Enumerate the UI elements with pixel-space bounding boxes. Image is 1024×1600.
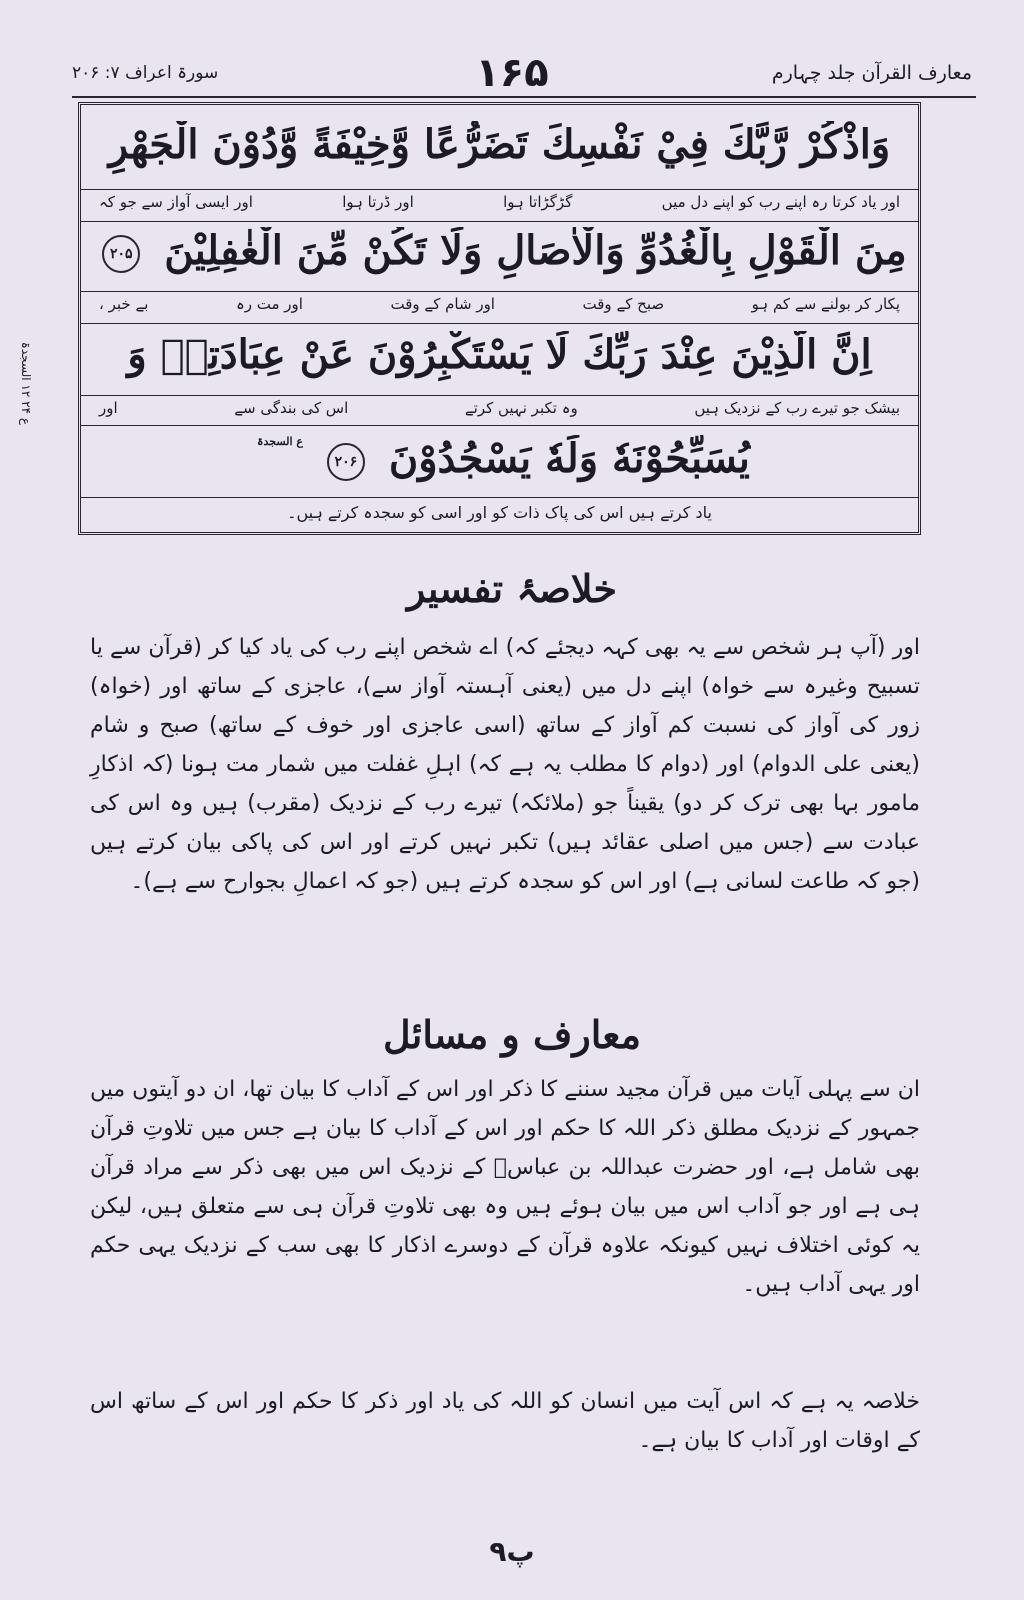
- translation-line-2: [81, 295, 918, 319]
- divider: [81, 395, 918, 396]
- margin-note-line: السجدۃ: [19, 341, 33, 381]
- translation-segment: بے خبر ،: [99, 295, 149, 313]
- translation-line-3: [81, 399, 918, 423]
- translation-segment: اور ڈرتا ہوا: [342, 193, 414, 211]
- quran-line-2: [81, 227, 918, 287]
- quran-line-4-text: يُسَبِّحُوْنَهٗ وَلَهٗ يَسْجُدُوْنَ: [388, 435, 750, 482]
- sajda-note: ع السجدۃ: [257, 435, 303, 448]
- header-rule: [72, 96, 976, 98]
- quran-text-frame: [78, 102, 921, 535]
- margin-note-line: ع ۲۴: [19, 401, 33, 425]
- ayah-number-marker: ۲۰۶: [327, 443, 365, 481]
- divider: [81, 291, 918, 292]
- translation-segment: اور مت رہ: [235, 295, 303, 313]
- margin-note-line: ۱۲: [19, 384, 33, 398]
- section-heading-maarif: معارف و مسائل: [382, 1012, 641, 1057]
- running-header-book-title: معارف القرآن جلد چہارم: [771, 62, 972, 84]
- translation-segment: اور ایسی آواز سے جو کہ: [99, 193, 253, 211]
- quran-line-3: اِنَّ الَّذِيْنَ عِنْدَ رَبِّكَ لَا يَسْتَكْبِرُوْنَ عَنْ عِبَادَتِهٖ وَ: [127, 331, 872, 378]
- page-number: ۱۶۵: [475, 50, 549, 96]
- translation-segment: اور: [99, 399, 118, 417]
- translation-segment: وہ تکبر نہیں کرتے: [464, 399, 578, 417]
- ayah-number-marker: ۲۰۵: [102, 235, 140, 273]
- maarif-paragraph-2: خلاصہ یہ ہے کہ اس آیت میں انسان کو اللہ کی یاد اور ذکر کا حکم اور اس کے ساتھ اس کے اوقات اور آداب کا بیان ہے۔: [90, 1389, 920, 1453]
- quran-line-1: وَاذْكُرْ رَّبَّكَ فِيْ نَفْسِكَ تَضَرُّعًا وَّخِيْفَةً وَّدُوْنَ الْجَهْرِ: [108, 121, 891, 168]
- translation-segment: بیشک جو تیرے رب کے نزدیک ہیں: [694, 399, 900, 417]
- translation-segment: گڑگڑاتا ہوا: [503, 193, 573, 211]
- translation-line-1: [81, 193, 918, 217]
- margin-ruku-note: [19, 341, 33, 425]
- translation-segment: پکار کر بولنے سے کم ہو: [751, 295, 900, 313]
- section-heading-tafseer: خلاصۂ تفسیر: [406, 566, 618, 611]
- translation-segment: اس کی بندگی سے: [234, 399, 349, 417]
- quran-line-4: [81, 435, 918, 493]
- divider: [81, 189, 918, 190]
- quran-line-2-text: مِنَ الْقَوْلِ بِالْغُدُوِّ وَالْاٰصَالِ وَلَا تَكُنْ مِّنَ الْغٰفِلِيْنَ: [164, 227, 907, 274]
- tafseer-paragraph: اور (آپ ہر شخص سے یہ بھی کہہ دیجئے کہ) اے شخص اپنے رب کی یاد کیا کر (قرآن سے یا تسبیح وغیرہ سے خواہ) اپنے دل میں (یعنی آہستہ آواز سے)، عاجزی کے ساتھ اور (خواہ) زور کی آواز کی نسبت کم آواز کے ساتھ (اسی عاجزی اور خوف کے ساتھ) صبح و شام (یعنی علی الدوام) اور (دوام کا مطلب یہ ہے کہ) اہلِ غفلت میں شمار مت ہونا (کہ اذکارِ مامور بہا بھی ترک کر دو) یقیناً جو (ملائکہ) تیرے رب کے نزدیک (مقرب) ہیں وہ اس کی عبادت سے (جس میں اصلی عقائد ہیں) تکبر نہیں کرتے اور اس کی پاکی بیان کرتے ہیں (جو کہ طاعت لسانی ہے) اور اس کو سجدہ کرتے ہیں (جو کہ اعمالِ بجوارح سے ہے)۔: [90, 635, 920, 894]
- translation-segment: صبح کے وقت: [582, 295, 665, 313]
- translation-segment: اور شام کے وقت: [390, 295, 495, 313]
- translation-segment: اور یاد کرتا رہ اپنے رب کو اپنے دل میں: [661, 193, 900, 211]
- running-header-surah: سورۃ اعراف ۷: ۲۰۶: [72, 63, 219, 83]
- divider: [81, 425, 918, 426]
- divider: [81, 323, 918, 324]
- translation-line-4: یاد کرتے ہیں اس کی پاک ذات کو اور اسی کو سجدہ کرتے ہیں۔: [287, 503, 712, 522]
- footer-signature-mark: ۹پ: [489, 1535, 535, 1568]
- divider: [81, 497, 918, 498]
- maarif-paragraph-1: ان سے پہلی آیات میں قرآن مجید سننے کا ذکر اور اس کے آداب کا بیان تھا، ان دو آیتوں میں جمہور کے نزدیک مطلق ذکر اللہ کا حکم اور اس کے آداب کا بیان ہے جس میں تلاوتِ قرآن بھی شامل ہے، اور حضرت عبداللہ بن عباسؓ کے نزدیک اس میں بھی ذکر سے مراد قرآن ہی ہے اور جو آداب اس میں بیان ہوئے ہیں وہ بھی تلاوتِ قرآن ہی سے متعلق ہیں، لیکن یہ کوئی اختلاف نہیں کیونکہ علاوہ قرآن کے دوسرے اذکار کا بھی سب کے نزدیک یہی حکم اور یہی آداب ہیں۔: [90, 1077, 920, 1297]
- divider: [81, 221, 918, 222]
